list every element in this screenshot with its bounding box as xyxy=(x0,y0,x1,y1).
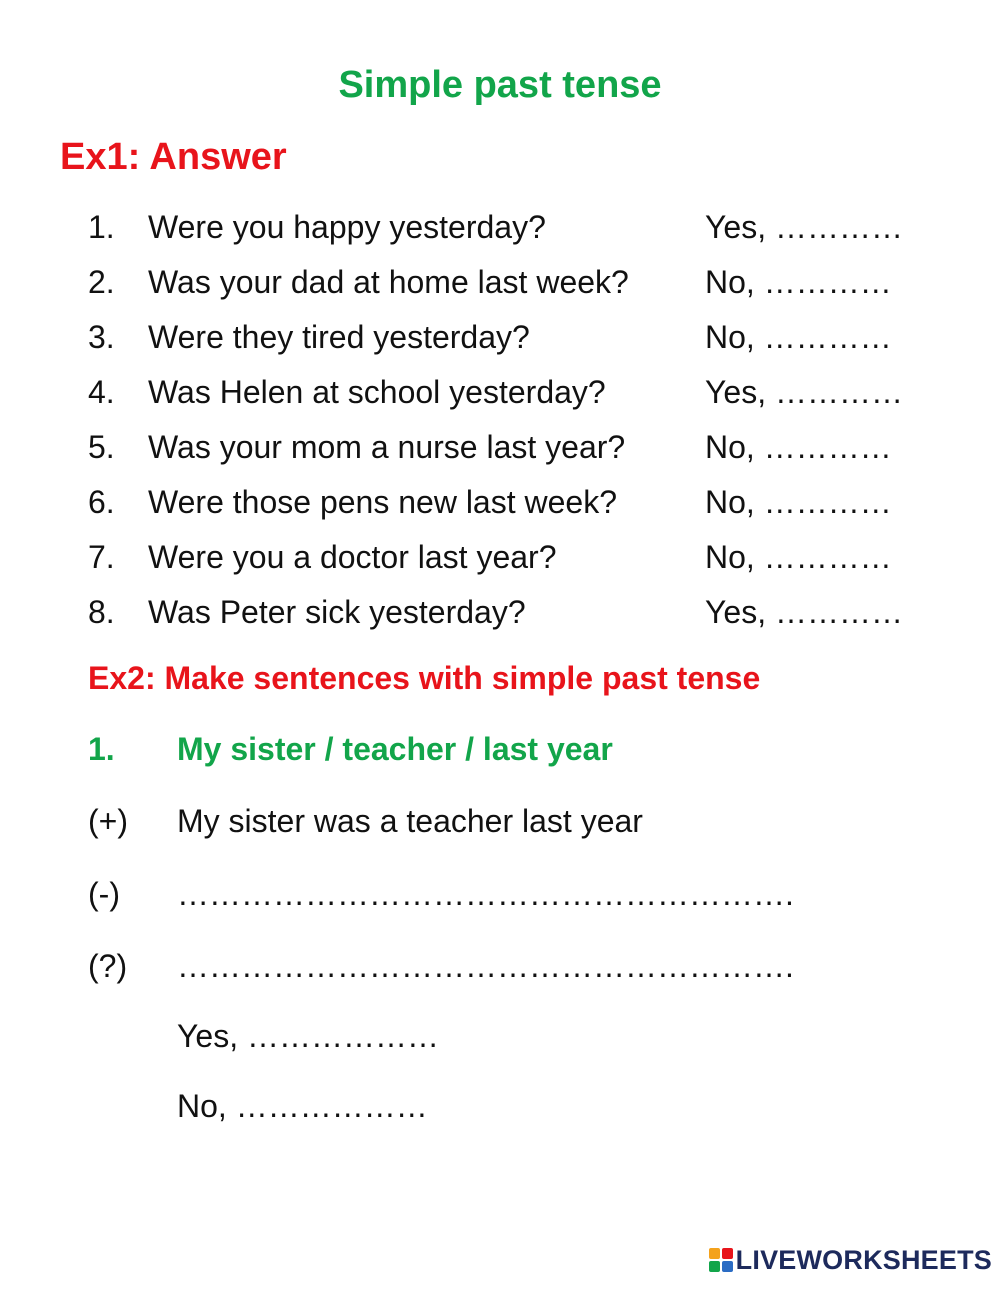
question-text: Was Helen at school yesterday? xyxy=(148,374,606,410)
question-number: 3. xyxy=(88,319,115,355)
negative-sentence-blank[interactable]: …………………………………………………. xyxy=(177,876,794,912)
answer-blank[interactable]: Yes, ………… xyxy=(705,209,903,245)
answer-blank[interactable]: No, ………… xyxy=(705,319,892,355)
negative-mark: (-) xyxy=(88,876,120,912)
positive-mark: (+) xyxy=(88,803,128,839)
question-text: Was your dad at home last week? xyxy=(148,264,629,300)
answer-blank[interactable]: Yes, ………… xyxy=(705,594,903,630)
question-number: 5. xyxy=(88,429,115,465)
question-text: Were you happy yesterday? xyxy=(148,209,546,245)
question-text: Was your mom a nurse last year? xyxy=(148,429,626,465)
question-row xyxy=(88,312,968,367)
question-number: 4. xyxy=(88,374,115,410)
prompt-text: My sister / teacher / last year xyxy=(177,731,613,767)
question-text: Were they tired yesterday? xyxy=(148,319,530,355)
negative-sentence-row xyxy=(88,876,794,920)
logo-tiles-icon xyxy=(709,1248,733,1272)
question-sentence-blank[interactable]: …………………………………………………. xyxy=(177,948,794,984)
positive-sentence-row xyxy=(88,803,788,847)
positive-sentence: My sister was a teacher last year xyxy=(177,803,643,839)
question-text: Were those pens new last week? xyxy=(148,484,617,520)
answer-blank[interactable]: No, ………… xyxy=(705,264,892,300)
no-answer-row xyxy=(88,1088,788,1132)
question-number: 8. xyxy=(88,594,115,630)
question-row xyxy=(88,367,968,422)
question-row xyxy=(88,422,968,477)
answer-blank[interactable]: Yes, ………… xyxy=(705,374,903,410)
yes-answer-row xyxy=(88,1018,788,1062)
question-row xyxy=(88,202,968,257)
question-sentence-row xyxy=(88,948,794,992)
question-number: 7. xyxy=(88,539,115,575)
question-row xyxy=(88,587,968,642)
question-text: Were you a doctor last year? xyxy=(148,539,557,575)
answer-blank[interactable]: No, ………… xyxy=(705,429,892,465)
question-row xyxy=(88,532,968,587)
question-number: 6. xyxy=(88,484,115,520)
page-title: Simple past tense xyxy=(338,64,662,106)
question-mark: (?) xyxy=(88,948,128,984)
answer-blank[interactable]: No, ………… xyxy=(705,484,892,520)
exercise-1-heading: Ex1: Answer xyxy=(60,136,287,178)
yes-answer-blank[interactable]: Yes, ……………… xyxy=(177,1018,439,1054)
exercise-1-question-list xyxy=(88,202,968,642)
logo-text: LIVEWORKSHEETS xyxy=(735,1244,992,1275)
question-text: Was Peter sick yesterday? xyxy=(148,594,526,630)
question-number: 2. xyxy=(88,264,115,300)
prompt-number: 1. xyxy=(88,731,115,767)
question-row xyxy=(88,257,968,312)
liveworksheets-logo xyxy=(709,1243,992,1277)
exercise-2-heading: Ex2: Make sentences with simple past tense xyxy=(88,660,761,696)
answer-blank[interactable]: No, ………… xyxy=(705,539,892,575)
question-row xyxy=(88,477,968,532)
no-answer-blank[interactable]: No, ……………… xyxy=(177,1088,428,1124)
question-number: 1. xyxy=(88,209,115,245)
